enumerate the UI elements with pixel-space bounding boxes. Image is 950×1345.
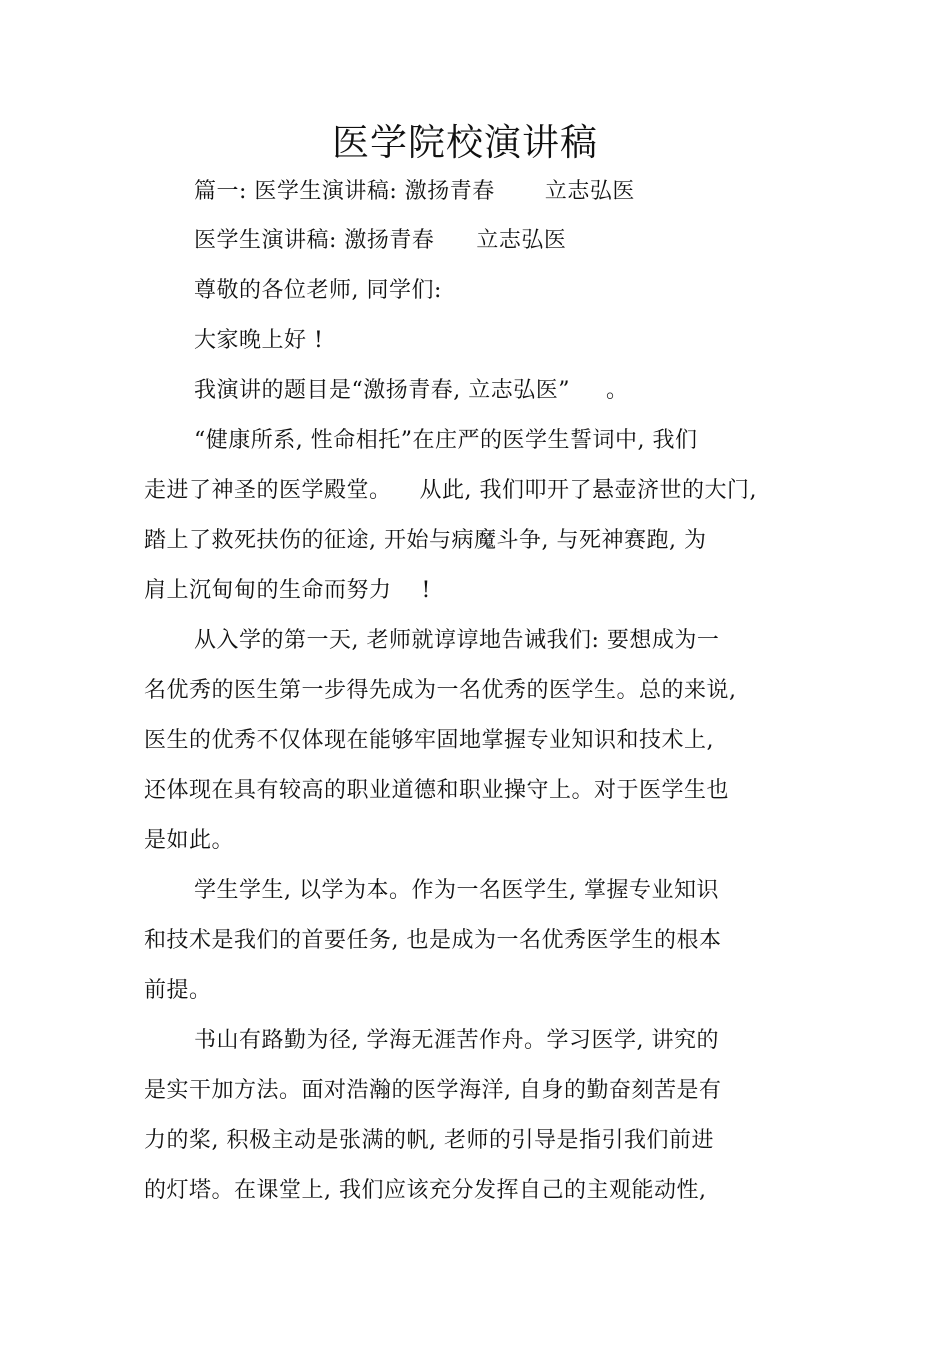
- p4-line-3: 力的桨, 积极主动是张满的帆, 老师的引导是指引我们前进: [144, 1128, 714, 1153]
- speech-heading-part-b: 立志弘医: [476, 228, 567, 253]
- p1-line-2-part-b: 从此, 我们叩开了悬壶济世的大门,: [419, 478, 757, 503]
- p2-line-2: 名优秀的医生第一步得先成为一名优秀的医学生。总的来说,: [144, 678, 737, 703]
- p1-line-4: [144, 576, 431, 606]
- p2-line-5: 是如此。: [144, 828, 235, 853]
- p1-line-2: [144, 476, 757, 506]
- p1-line-4-part-a: 肩上沉甸甸的生命而努力: [144, 578, 392, 603]
- speech-heading-part-a: 医学生演讲稿: 激扬青春: [194, 228, 435, 253]
- section-heading: [194, 177, 635, 207]
- p2-line-4: 还体现在具有较高的职业道德和职业操守上。对于医学生也: [144, 778, 730, 803]
- greeting-line: 尊敬的各位老师, 同学们:: [194, 278, 442, 303]
- p3-line-2: 和技术是我们的首要任务, 也是成为一名优秀医学生的根本: [144, 928, 722, 953]
- p2-line-3: 医生的优秀不仅体现在能够牢固地掌握专业知识和技术上,: [144, 728, 714, 753]
- p4-line-2: 是实干加方法。面对浩瀚的医学海洋, 自身的勤奋刻苦是有: [144, 1078, 722, 1103]
- speech-heading: [194, 226, 566, 256]
- salute-line: 大家晚上好 !: [194, 328, 324, 353]
- section-heading-part-b: 立志弘医: [544, 179, 635, 204]
- p1-line-3: 踏上了救死扶伤的征途, 开始与病魔斗争, 与死神赛跑, 为: [144, 528, 707, 553]
- p1-line-2-part-a: 走进了神圣的医学殿堂。: [144, 478, 392, 503]
- p1-line-1: “健康所系, 性命相托”在庄严的医学生誓词中, 我们: [194, 428, 698, 453]
- p4-line-1: 书山有路勤为径, 学海无涯苦作舟。学习医学, 讲究的: [194, 1028, 719, 1053]
- topic-period: 。: [605, 378, 629, 403]
- p3-line-1: 学生学生, 以学为本。作为一名医学生, 掌握专业知识: [194, 878, 719, 903]
- topic-text: 我演讲的题目是“激扬青春, 立志弘医”: [194, 378, 570, 403]
- p1-line-4-part-b: !: [421, 578, 431, 603]
- p4-line-4: 的灯塔。在课堂上, 我们应该充分发挥自己的主观能动性,: [144, 1178, 707, 1203]
- p2-line-1: 从入学的第一天, 老师就谆谆地告诫我们: 要想成为一: [194, 628, 720, 653]
- topic-line: [194, 376, 629, 406]
- document-title: 医学院校演讲稿: [332, 121, 598, 164]
- p3-line-3: 前提。: [144, 978, 212, 1003]
- section-heading-part-a: 篇一: 医学生演讲稿: 激扬青春: [194, 179, 495, 204]
